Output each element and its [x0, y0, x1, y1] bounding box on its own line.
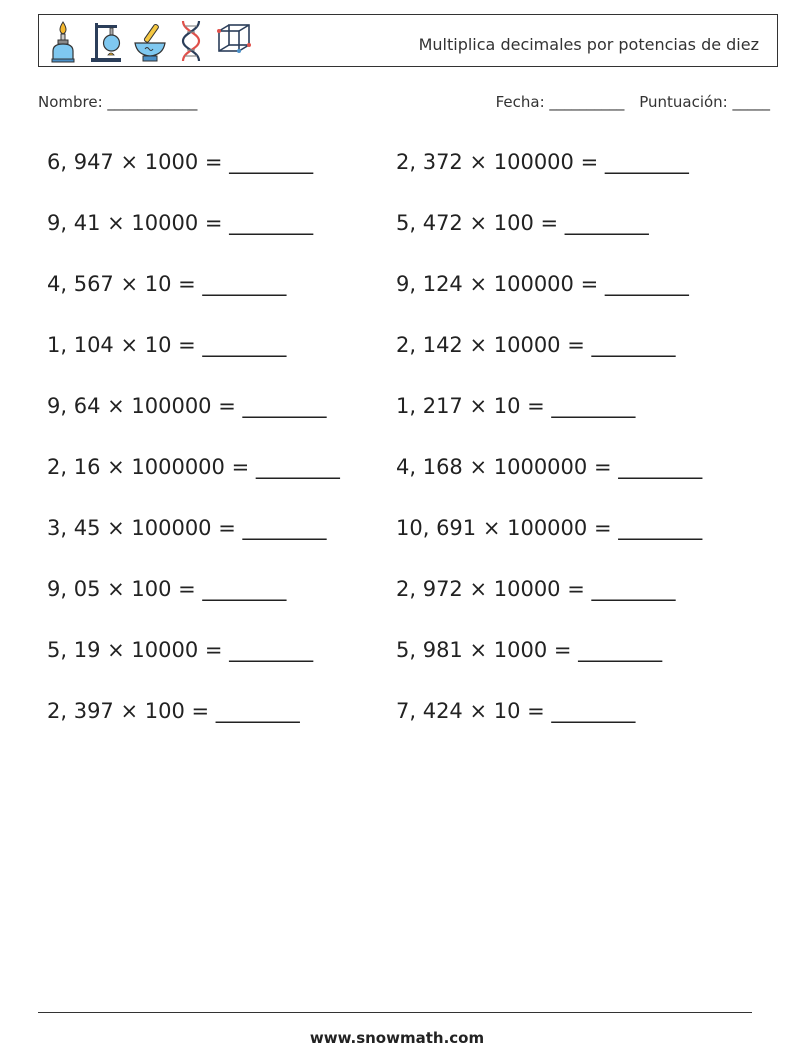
date-score-fields	[496, 93, 770, 111]
problem-right-3: 9, 124 × 100000 = ________	[396, 272, 689, 296]
footer-divider	[38, 1012, 752, 1013]
worksheet-title: Multiplica decimales por potencias de diez	[418, 35, 759, 54]
name-field: Nombre: ____________	[38, 93, 198, 111]
alcohol-burner-icon	[47, 19, 79, 63]
problem-right-7: 10, 691 × 100000 = ________	[396, 516, 703, 540]
footer-url: www.snowmath.com	[309, 1029, 485, 1047]
problem-left-3: 4, 567 × 10 = ________	[47, 272, 287, 296]
problem-left-4: 1, 104 × 10 = ________	[47, 333, 287, 357]
worksheet-header	[38, 14, 778, 67]
problem-left-9: 5, 19 × 10000 = ________	[47, 638, 314, 662]
mortar-pestle-icon	[133, 19, 167, 63]
problem-left-8: 9, 05 × 100 = ________	[47, 577, 287, 601]
problem-left-2: 9, 41 × 10000 = ________	[47, 211, 314, 235]
cube-frame-icon	[215, 19, 255, 63]
date-field: Fecha: __________	[495, 93, 625, 111]
problem-left-10: 2, 397 × 100 = ________	[47, 699, 300, 723]
problem-left-1: 6, 947 × 1000 = ________	[47, 150, 314, 174]
problem-right-2: 5, 472 × 100 = ________	[396, 211, 649, 235]
score-field: Puntuación: _____	[639, 93, 770, 111]
header-icons	[47, 19, 255, 63]
problem-left-5: 9, 64 × 100000 = ________	[47, 394, 327, 418]
problem-left-7: 3, 45 × 100000 = ________	[47, 516, 327, 540]
problem-right-10: 7, 424 × 10 = ________	[396, 699, 636, 723]
problem-right-4: 2, 142 × 10000 = ________	[396, 333, 676, 357]
problem-right-8: 2, 972 × 10000 = ________	[396, 577, 676, 601]
retort-stand-flask-icon	[89, 19, 123, 63]
dna-icon	[177, 19, 205, 63]
problem-right-9: 5, 981 × 1000 = ________	[396, 638, 663, 662]
problem-right-1: 2, 372 × 100000 = ________	[396, 150, 689, 174]
problem-right-5: 1, 217 × 10 = ________	[396, 394, 636, 418]
problem-right-6: 4, 168 × 1000000 = ________	[396, 455, 703, 479]
problem-left-6: 2, 16 × 1000000 = ________	[47, 455, 340, 479]
